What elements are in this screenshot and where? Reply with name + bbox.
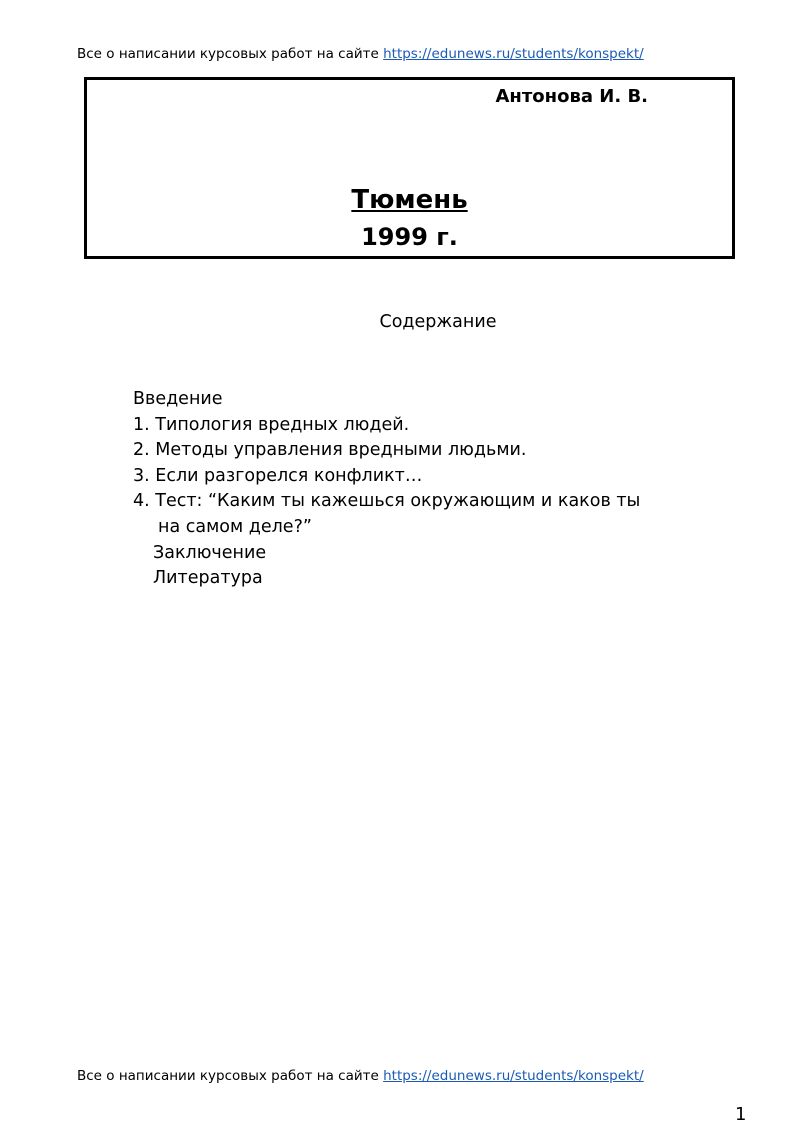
page-number: 1 [735, 1104, 747, 1125]
toc-item-3: 3. Если разгорелся конфликт… [133, 465, 423, 486]
footer-note-link[interactable]: https://edunews.ru/students/konspekt/ [383, 1068, 644, 1084]
footer-note [77, 1068, 644, 1084]
header-note-link[interactable]: https://edunews.ru/students/konspekt/ [383, 46, 644, 62]
toc-item-4: 4. Тест: “Каким ты кажешься окружающим и каков ты [133, 491, 641, 512]
city-name: Тюмень [351, 185, 468, 215]
title-page-frame [84, 77, 735, 259]
toc-item-literature: Литература [153, 568, 263, 589]
toc-list [133, 387, 773, 592]
toc-item-4-continuation: на самом деле?” [158, 516, 312, 537]
author-name: Антонова И. В. [495, 86, 648, 107]
toc-item-1: 1. Типология вредных людей. [133, 414, 410, 435]
header-note [77, 46, 644, 62]
toc-title: Содержание [379, 312, 497, 332]
footer-note-text: Все о написании курсовых работ на сайте [77, 1068, 379, 1084]
year: 1999 г. [361, 223, 458, 251]
header-note-text: Все о написании курсовых работ на сайте [77, 46, 379, 62]
toc-item-2: 2. Методы управления вредными людьми. [133, 440, 527, 461]
toc-item-conclusion: Заключение [153, 542, 267, 563]
toc-item-introduction: Введение [133, 389, 223, 409]
